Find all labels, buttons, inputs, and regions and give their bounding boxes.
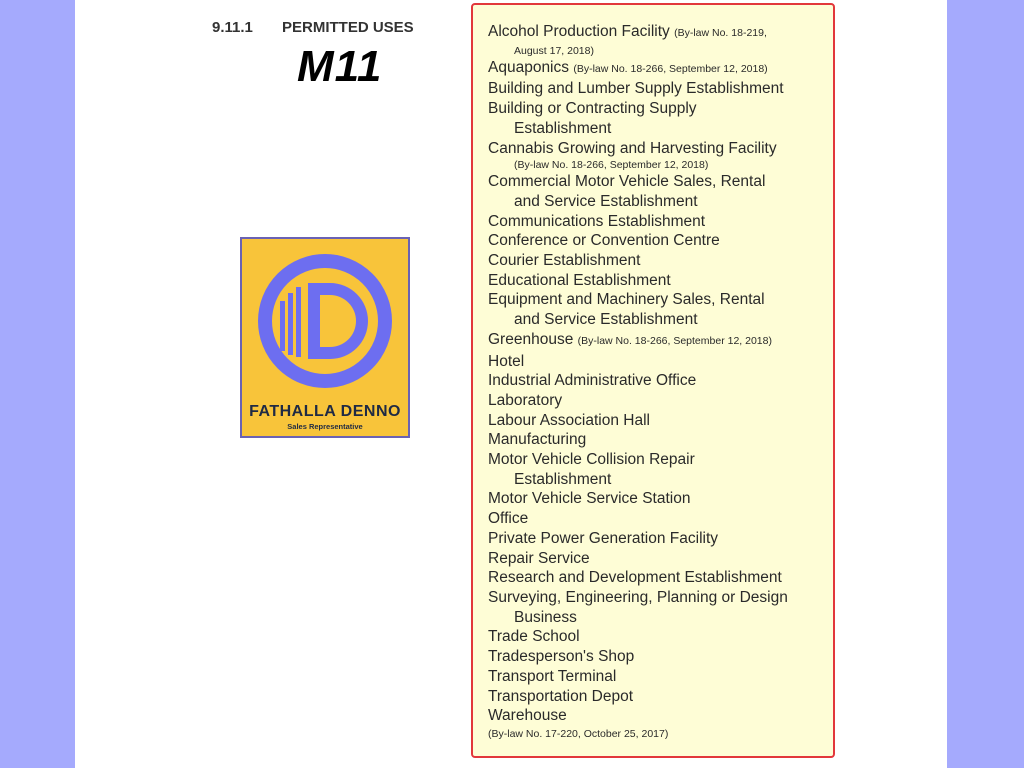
use-label-continued: Establishment — [514, 470, 612, 488]
use-label: Trade School — [488, 628, 580, 646]
list-item — [488, 627, 833, 647]
list-item — [488, 568, 833, 588]
use-label: Cannabis Growing and Harvesting Facility — [488, 139, 777, 157]
use-label: Alcohol Production Facility — [488, 23, 670, 40]
list-item — [488, 411, 833, 431]
bylaw-note: (By-law No. 18-266, September 12, 2018) — [514, 159, 709, 172]
use-label: Laboratory — [488, 391, 563, 409]
list-item — [488, 549, 833, 569]
use-label: Hotel — [488, 352, 525, 370]
list-item — [488, 271, 833, 291]
list-item — [488, 509, 833, 529]
list-item — [488, 687, 833, 707]
permitted-uses-box — [471, 3, 835, 758]
bylaw-note: August 17, 2018) — [514, 44, 594, 57]
list-item — [488, 231, 833, 251]
use-label-continued: Business — [514, 608, 577, 626]
list-item — [488, 58, 833, 80]
use-label: Courier Establishment — [488, 252, 641, 270]
list-item — [488, 391, 833, 411]
use-label: Industrial Administrative Office — [488, 372, 697, 390]
use-label: Conference or Convention Centre — [488, 232, 720, 250]
bylaw-note: (By-law No. 18-266, September 12, 2018) — [573, 62, 768, 75]
list-item — [488, 212, 833, 232]
list-item — [488, 251, 833, 271]
use-label: Equipment and Machinery Sales, Rental — [488, 291, 765, 309]
use-label: Motor Vehicle Collision Repair — [488, 451, 695, 469]
zone-code: M11 — [297, 42, 383, 91]
list-item — [488, 489, 833, 509]
document-page — [75, 0, 947, 768]
list-item — [488, 139, 833, 173]
list-item — [488, 330, 833, 352]
use-label: Commercial Motor Vehicle Sales, Rental — [488, 173, 766, 191]
list-item — [488, 706, 833, 726]
use-label: Aquaponics — [488, 58, 570, 76]
use-label: Tradesperson's Shop — [488, 648, 635, 666]
list-item — [488, 588, 833, 627]
use-label: Research and Development Establishment — [488, 569, 782, 587]
list-item — [488, 450, 833, 489]
use-label: Educational Establishment — [488, 271, 671, 289]
agent-logo — [240, 237, 410, 438]
list-item — [488, 172, 833, 211]
list-item — [488, 430, 833, 450]
use-label: Office — [488, 510, 529, 528]
list-item — [488, 290, 833, 329]
use-label: Building and Lumber Supply Establishment — [488, 80, 784, 98]
use-label: Greenhouse — [488, 330, 574, 348]
list-item — [488, 22, 833, 58]
bylaw-note: (By-law No. 18-219, — [674, 27, 767, 39]
use-label-continued: and Service Establishment — [514, 311, 698, 329]
use-label: Motor Vehicle Service Station — [488, 490, 691, 508]
section-title: PERMITTED USES — [282, 19, 414, 36]
use-label: Transportation Depot — [488, 687, 634, 705]
use-label: Private Power Generation Facility — [488, 529, 719, 547]
permitted-uses-list — [488, 22, 833, 742]
list-item — [488, 99, 833, 138]
use-label: Manufacturing — [488, 431, 587, 449]
section-number: 9.11.1 — [212, 19, 253, 36]
use-label-continued: Establishment — [514, 119, 612, 137]
use-label: Building or Contracting Supply — [488, 100, 697, 118]
use-label: Transport Terminal — [488, 667, 617, 685]
footer-bylaw-note: (By-law No. 17-220, October 25, 2017) — [488, 727, 669, 740]
logo-name: FATHALLA DENNO — [249, 403, 401, 420]
list-item — [488, 529, 833, 549]
use-label: Labour Association Hall — [488, 411, 650, 429]
list-item — [488, 667, 833, 687]
use-label: Communications Establishment — [488, 212, 706, 230]
list-item — [488, 352, 833, 372]
list-item — [488, 79, 833, 99]
use-label: Warehouse — [488, 707, 567, 725]
list-item — [488, 647, 833, 667]
logo-role: Sales Representative — [287, 422, 363, 431]
list-item — [488, 371, 833, 391]
use-label-continued: and Service Establishment — [514, 192, 698, 210]
bylaw-note: (By-law No. 18-266, September 12, 2018) — [577, 334, 772, 347]
use-label: Repair Service — [488, 549, 590, 567]
use-label: Surveying, Engineering, Planning or Design — [488, 588, 788, 606]
